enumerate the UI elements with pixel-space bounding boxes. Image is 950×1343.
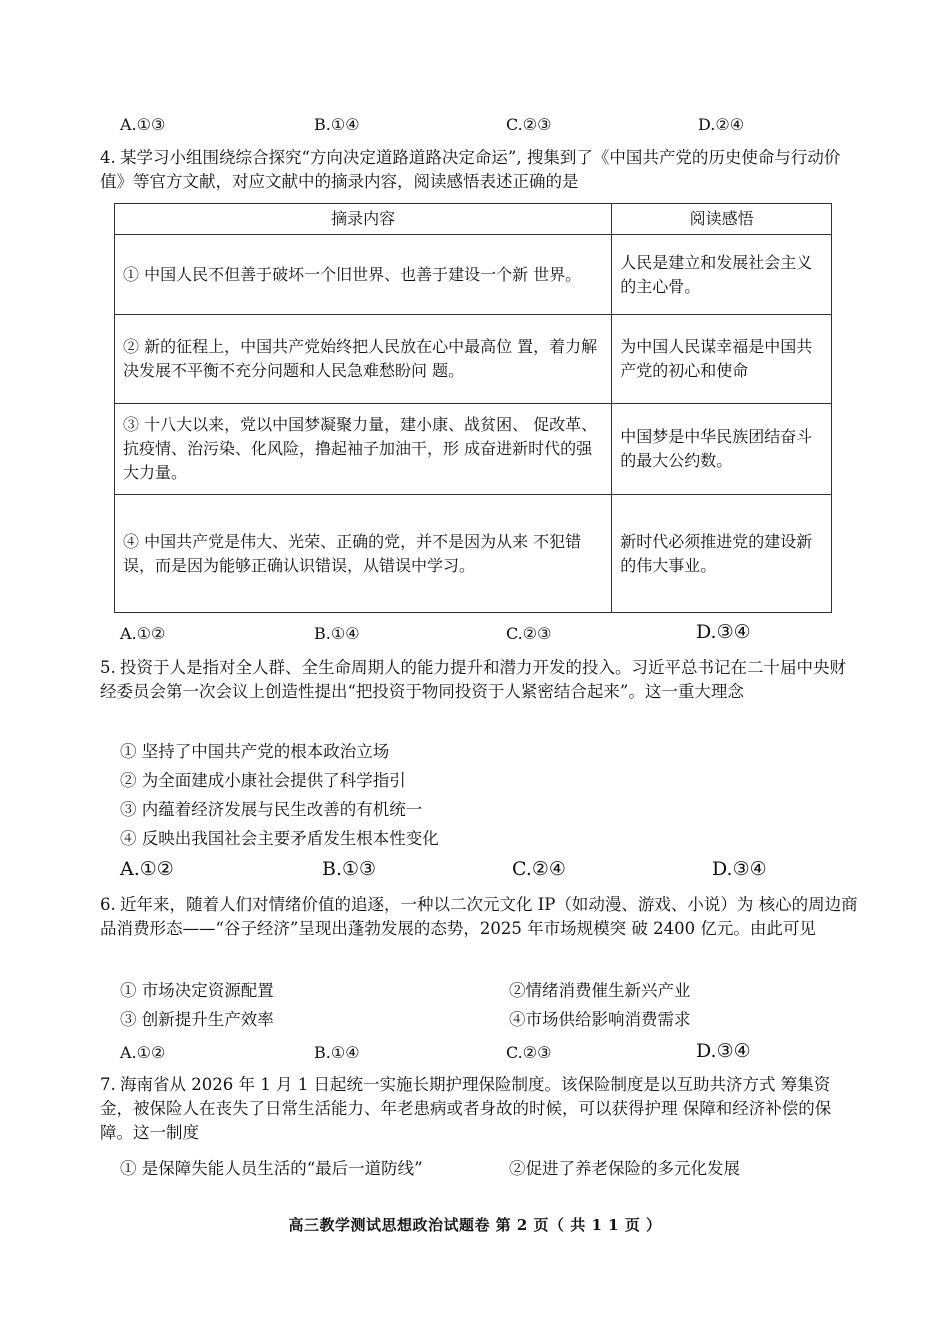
q3-option-b[interactable]: B.①④: [314, 115, 360, 134]
header-insight: 阅读感悟: [612, 204, 832, 235]
q5-number: 5.: [100, 658, 116, 677]
q5-item-2: ② 为全面建成小康社会提供了科学指引: [120, 771, 406, 790]
q4-stem: [100, 146, 860, 194]
table-row: [115, 315, 832, 404]
q5-stem-text: 投资于人是指对全人群、全生命周期人的能力提升和潜力开发的投入。习近平总书记在二十届中央财经委员会第一次会议上创造性提出“把投资于物同投资于人紧密结合起来”。这一重大理念: [100, 658, 846, 701]
q5-option-a[interactable]: A.①②: [120, 858, 174, 880]
q5-option-c[interactable]: C.②④: [512, 858, 566, 880]
q4-option-a[interactable]: A.①②: [120, 624, 166, 643]
q6-stem: [100, 893, 860, 941]
q7-item-2: ②促进了养老保险的多元化发展: [509, 1159, 740, 1178]
q3-option-c[interactable]: C.②③: [506, 115, 552, 134]
excerpt-cell: ② 新的征程上，中国共产党始终把人民放在心中最高位 置，着力解决发展不平衡不充分问题和人民急难愁盼问 题。: [115, 315, 612, 404]
q4-options: [120, 621, 840, 648]
q5-stem: [100, 656, 860, 704]
q5-option-b[interactable]: B.①③: [322, 858, 377, 880]
q4-option-c[interactable]: C.②③: [506, 624, 552, 643]
table-row: [115, 404, 832, 495]
q4-option-b[interactable]: B.①④: [314, 624, 360, 643]
q4-stem-text: 某学习小组围绕综合探究“方向决定道路道路决定命运”, 搜集到了《中国共产党的历史使命与行动价值》等官方文献，对应文献中的摘录内容，阅读感悟表述正确的是: [100, 148, 841, 191]
excerpt-cell: ③ 十八大以来，党以中国梦凝聚力量，建小康、战贫困、 促改革、抗疫情、治污染、化风险，撸起袖子加油干，形 成奋进新时代的强大力量。: [115, 404, 612, 495]
q6-number: 6.: [100, 895, 116, 914]
q7-stem: [100, 1073, 860, 1145]
q5-item-1: ① 坚持了中国共产党的根本政治立场: [120, 742, 390, 761]
excerpt-cell: ① 中国人民不但善于破坏一个旧世界、也善于建设一个新 世界。: [115, 235, 612, 315]
q5-options: [120, 858, 840, 882]
q6-option-b[interactable]: B.①④: [314, 1043, 360, 1062]
table-header-row: [115, 204, 832, 235]
q3-options: [120, 115, 840, 139]
excerpt-cell: ④ 中国共产党是伟大、光荣、正确的党，并不是因为从来 不犯错误，而是因为能够正确认识错误，从错误中学习。: [115, 495, 612, 613]
page-footer: 高三教学测试思想政治试题卷 第 2 页（ 共 1 1 页 ）: [288, 1216, 662, 1234]
q5-option-d[interactable]: D.③④: [712, 858, 767, 880]
q4-number: 4.: [100, 148, 116, 167]
insight-cell: 人民是建立和发展社会主义的主心骨。: [612, 235, 832, 315]
q5-item-4: ④ 反映出我国社会主要矛盾发生根本性变化: [120, 829, 439, 848]
q4-option-d[interactable]: D.③④: [696, 621, 751, 643]
q6-option-a[interactable]: A.①②: [120, 1043, 166, 1062]
q7-number: 7.: [100, 1075, 116, 1094]
q7-item-1: ① 是保障失能人员生活的“最后一道防线”: [120, 1159, 423, 1178]
q6-option-c[interactable]: C.②③: [506, 1043, 552, 1062]
q6-item-3: ③ 创新提升生产效率: [120, 1010, 274, 1029]
q7-stem-text: 海南省从 2026 年 1 月 1 日起统一实施长期护理保险制度。该保险制度是以互助共济方式 筹集资金，被保险人在丧失了日常生活能力、年老患病或者身故的时候，可以获得护理 保障和经济补偿的保障。这一制度: [100, 1075, 832, 1142]
q6-item-2: ②情绪消费催生新兴产业: [509, 981, 691, 1000]
q6-option-d[interactable]: D.③④: [696, 1040, 751, 1062]
q4-excerpt-table: [114, 203, 832, 613]
q3-option-d[interactable]: D.②④: [698, 115, 745, 134]
insight-cell: 新时代必须推进党的建设新的伟大事业。: [612, 495, 832, 613]
table-row: [115, 495, 832, 613]
q6-options: [120, 1040, 840, 1067]
q6-stem-text: 近年来，随着人们对情绪价值的追逐，一种以二次元文化 IP（如动漫、游戏、小说）为 核心的周边商品消费形态——“谷子经济”呈现出蓬勃发展的态势，2025 年市场规模突 破 2400 亿元。由此可见: [100, 895, 858, 938]
header-excerpt: 摘录内容: [115, 204, 612, 235]
q3-option-a[interactable]: A.①③: [120, 115, 166, 134]
insight-cell: 中国梦是中华民族团结奋斗的最大公约数。: [612, 404, 832, 495]
q6-item-4: ④市场供给影响消费需求: [509, 1010, 691, 1029]
table-row: [115, 235, 832, 315]
q5-item-3: ③ 内蕴着经济发展与民生改善的有机统一: [120, 800, 423, 819]
q6-item-1: ① 市场决定资源配置: [120, 981, 274, 1000]
insight-cell: 为中国人民谋幸福是中国共产党的初心和使命: [612, 315, 832, 404]
